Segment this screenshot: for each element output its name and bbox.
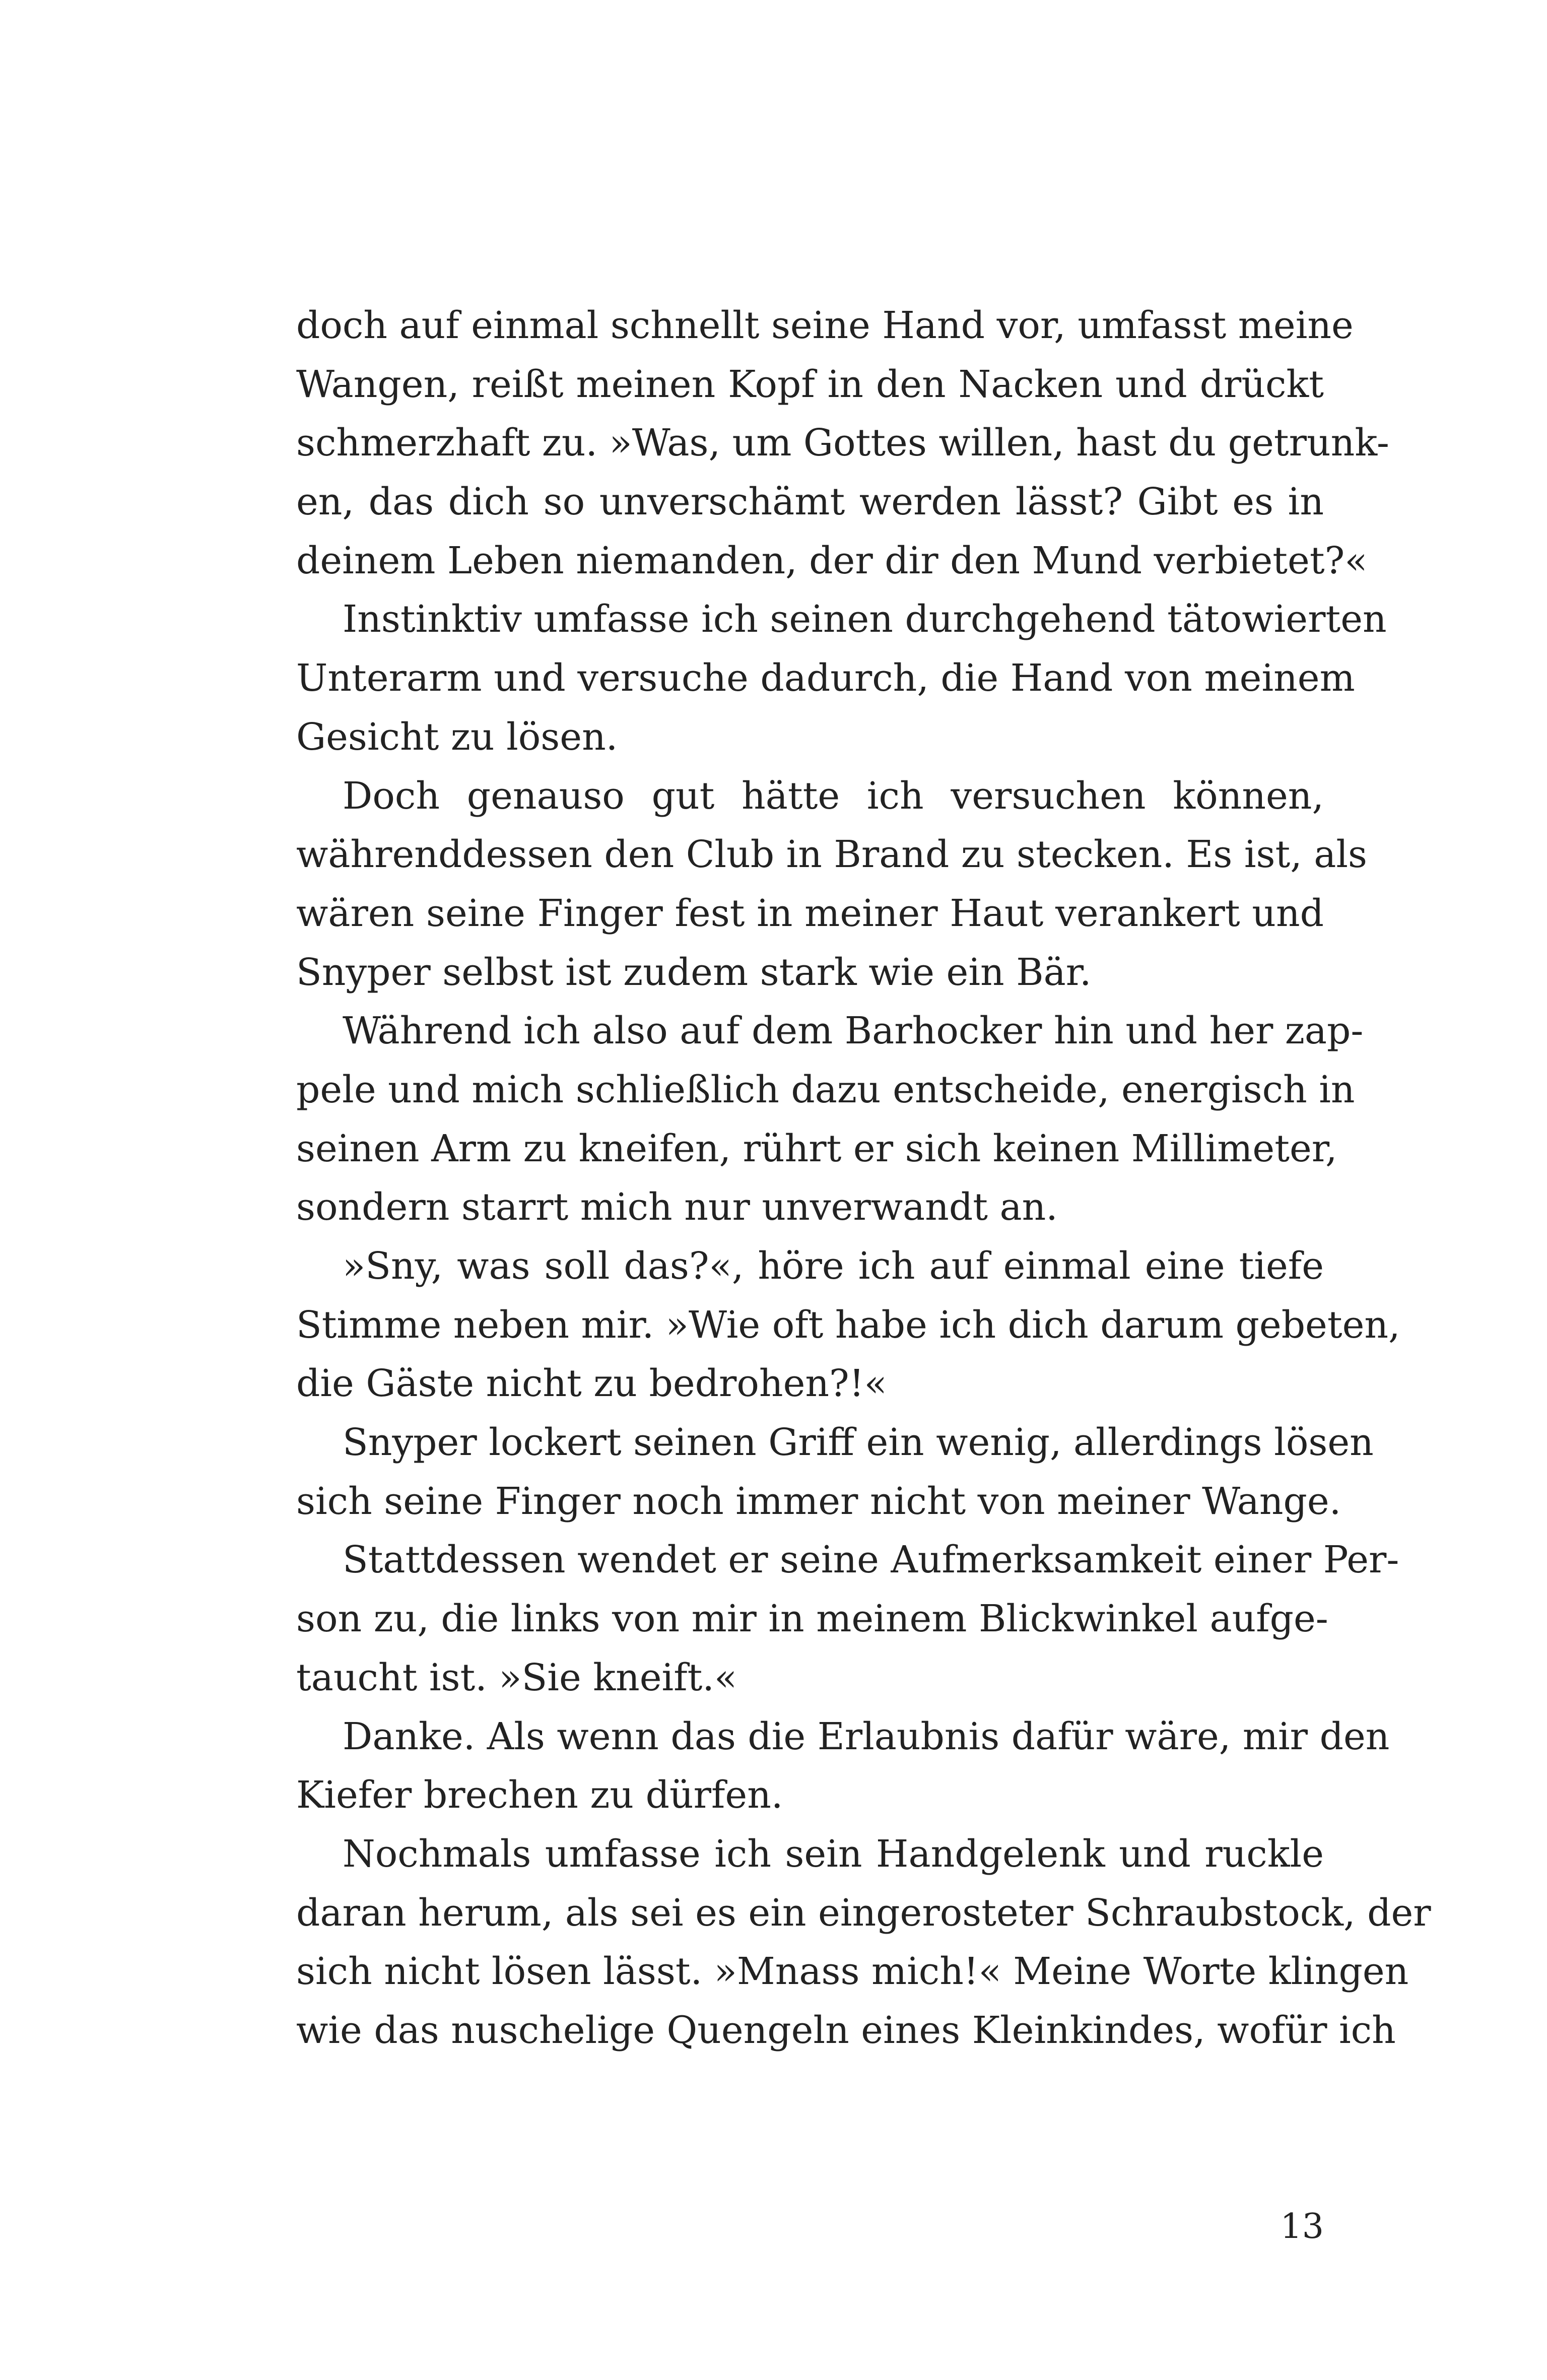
text-line: sondern starrt mich nur unverwandt an.: [296, 1185, 1058, 1229]
text-line: en, das dich so unverschämt werden lässt? Gibt es in: [296, 480, 1324, 524]
text-line: die Gäste nicht zu bedrohen?!«: [296, 1362, 887, 1406]
text-line: Kiefer brechen zu dürfen.: [296, 1773, 783, 1817]
text-line: Snyper selbst ist zudem stark wie ein Bär.: [296, 950, 1092, 994]
text-line: Wangen, reißt meinen Kopf in den Nacken und drückt: [296, 362, 1324, 406]
text-line: daran herum, als sei es ein eingerosteter Schraubstock, der: [296, 1891, 1431, 1935]
text-line: Stattdessen wendet er seine Aufmerksamkeit einer Per-: [343, 1538, 1399, 1582]
text-line: Snyper lockert seinen Griff ein wenig, allerdings lösen: [343, 1421, 1374, 1465]
text-line: deinem Leben niemanden, der dir den Mund verbietet?«: [296, 539, 1368, 582]
body-text: [296, 296, 1431, 2060]
text-line: Nochmals umfasse ich sein Handgelenk und ruckle: [343, 1832, 1324, 1876]
text-line: Stimme neben mir. »Wie oft habe ich dich darum gebeten,: [296, 1303, 1400, 1347]
text-line: sich seine Finger noch immer nicht von meiner Wange.: [296, 1479, 1341, 1523]
text-line: währenddessen den Club in Brand zu stecken. Es ist, als: [296, 833, 1368, 877]
text-line: schmerzhaft zu. »Was, um Gottes willen, hast du getrunk-: [296, 421, 1389, 465]
text-line: Unterarm und versuche dadurch, die Hand von meinem: [296, 656, 1355, 700]
text-line: taucht ist. »Sie kneift.«: [296, 1656, 737, 1699]
text-line: doch auf einmal schnellt seine Hand vor, umfasst meine: [296, 304, 1354, 347]
page-number: 13: [1280, 2207, 1324, 2246]
text-line: wie das nuschelige Quengeln eines Kleinkindes, wofür ich: [296, 2008, 1396, 2052]
text-line: wären seine Finger fest in meiner Haut verankert und: [296, 891, 1324, 935]
text-line: seinen Arm zu kneifen, rührt er sich keinen Millimeter,: [296, 1127, 1337, 1170]
text-line: pele und mich schließlich dazu entscheide, energisch in: [296, 1068, 1355, 1111]
text-line: Gesicht zu lösen.: [296, 715, 618, 759]
text-line: Während ich also auf dem Barhocker hin und her zap-: [343, 1009, 1364, 1053]
text-line: Doch genauso gut hätte ich versuchen können,: [343, 774, 1324, 818]
text-line: son zu, die links von mir in meinem Blickwinkel aufge-: [296, 1597, 1328, 1641]
text-line: Danke. Als wenn das die Erlaubnis dafür wäre, mir den: [343, 1714, 1390, 1758]
text-line: sich nicht lösen lässt. »Mnass mich!« Meine Worte klingen: [296, 1950, 1409, 1994]
text-line: »Sny, was soll das?«, höre ich auf einmal eine tiefe: [343, 1244, 1324, 1288]
text-line: Instinktiv umfasse ich seinen durchgehend tätowierten: [343, 598, 1387, 641]
